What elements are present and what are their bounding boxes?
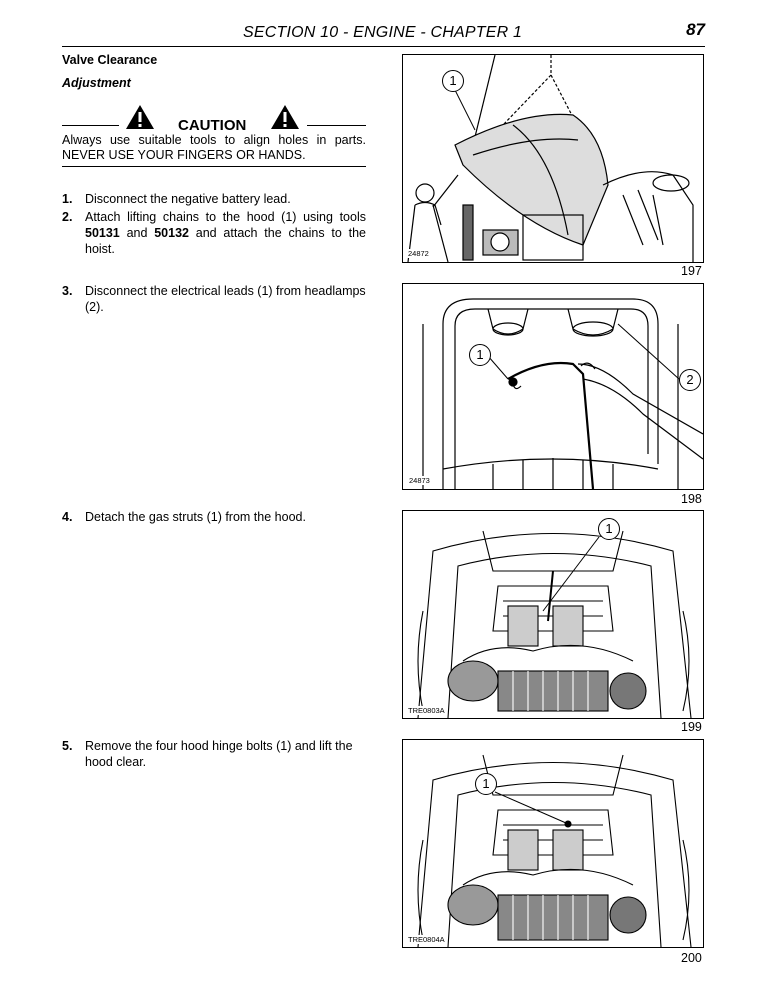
step-text: Detach the gas struts (1) from the hood. (85, 510, 306, 524)
caution-text-line2: NEVER USE YOUR FINGERS OR HANDS. (62, 147, 306, 162)
headlamp-illustration (403, 284, 703, 489)
step-5 (62, 738, 366, 770)
caution-rule-bottom (62, 166, 366, 167)
caution-rule-left (62, 125, 119, 126)
step-text-part: Attach lifting chains to the hood (1) using tools (85, 210, 366, 224)
caution-text-line1: Always use suitable tools to align holes in parts. (62, 133, 366, 147)
gas-strut-illustration (403, 511, 703, 718)
step-1 (62, 191, 366, 207)
step-number: 3. (62, 284, 73, 298)
figure-199-gas-struts (402, 510, 704, 719)
step-number: 2. (62, 210, 73, 224)
section-title: Valve Clearance (62, 53, 158, 67)
figure-number: 200 (681, 951, 702, 965)
figure-number: 199 (681, 720, 702, 734)
step-text: Disconnect the electrical leads (1) from headlamps (2). (85, 284, 366, 314)
callout-1: 1 (598, 518, 620, 540)
figure-number: 198 (681, 492, 702, 506)
caution-rule-right (307, 125, 366, 126)
step-2 (62, 209, 366, 257)
figure-ref-code: TRE0803A (408, 706, 445, 715)
hinge-bolt-illustration (403, 740, 703, 947)
page-header-title: SECTION 10 - ENGINE - CHAPTER 1 (243, 24, 523, 41)
step-text: Disconnect the negative battery lead. (85, 192, 291, 206)
callout-1: 1 (475, 773, 497, 795)
figure-ref-code: 24872 (408, 249, 429, 258)
callout-1: 1 (442, 70, 464, 92)
step-text-part: and (119, 226, 155, 240)
caution-heading: CAUTION (178, 117, 247, 134)
callout-2: 2 (679, 369, 701, 391)
tool-number: 50131 (85, 226, 120, 240)
figure-ref-code: 24873 (409, 476, 430, 485)
step-number: 4. (62, 510, 73, 524)
warning-icon (125, 104, 155, 130)
caution-box (62, 104, 366, 166)
step-text: Remove the four hood hinge bolts (1) and lift the hood clear. (85, 739, 353, 769)
step-4 (62, 509, 366, 525)
figure-number: 197 (681, 264, 702, 278)
section-subtitle: Adjustment (62, 76, 131, 90)
page-number: 87 (686, 20, 705, 39)
figure-198-headlamp-leads (402, 283, 704, 490)
step-number: 1. (62, 192, 73, 206)
figure-200-hinge-bolts (402, 739, 704, 948)
step-text-part: and attach the chains to the hoist. (85, 226, 366, 256)
step-text (85, 209, 366, 257)
tool-number: 50132 (154, 226, 189, 240)
warning-icon (270, 104, 300, 130)
figure-197-hood-lift (402, 54, 704, 263)
callout-1: 1 (469, 344, 491, 366)
header-rule (62, 46, 705, 47)
step-3 (62, 283, 366, 315)
figure-ref-code: TRE0804A (408, 935, 445, 944)
step-number: 5. (62, 739, 73, 753)
